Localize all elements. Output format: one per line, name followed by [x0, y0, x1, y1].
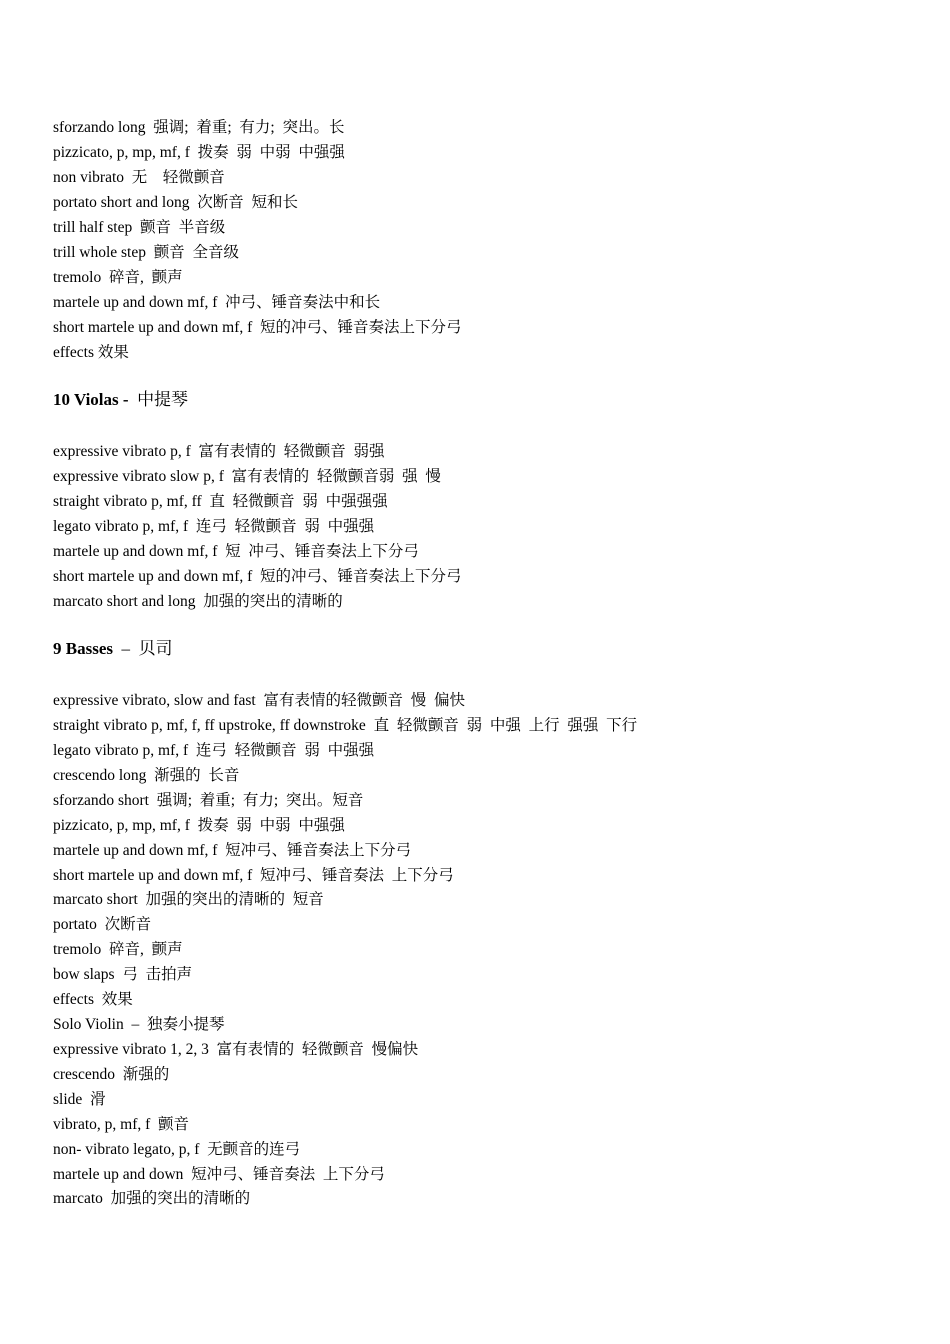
- list-item: non vibrato 无 轻微颤音: [53, 169, 225, 186]
- section-heading-chinese: – 贝司: [112, 639, 173, 658]
- list-item: marcato 加强的突出的清晰的: [53, 1190, 251, 1207]
- list-item: bow slaps 弓 击拍声: [53, 966, 193, 983]
- list-item: expressive vibrato p, f 富有表情的 轻微颤音 弱强: [53, 443, 385, 460]
- section-heading-chinese: 中提琴: [128, 390, 189, 409]
- list-item: pizzicato, p, mp, mf, f 拨奏 弱 中弱 中强强: [53, 817, 345, 834]
- list-item: legato vibrato p, mf, f 连弓 轻微颤音 弱 中强强: [53, 742, 375, 759]
- section-heading-latin: 9 Basses: [53, 639, 113, 658]
- list-item: sforzando short 强调; 着重; 有力; 突出。短音: [53, 792, 364, 809]
- list-item: Solo Violin – 独奏小提琴: [53, 1016, 225, 1033]
- list-item: portato short and long 次断音 短和长: [53, 194, 298, 211]
- list-item: martele up and down mf, f 短冲弓、锤音奏法上下分弓: [53, 842, 412, 859]
- list-item: crescendo 渐强的: [53, 1066, 170, 1083]
- list-item: portato 次断音: [53, 916, 152, 933]
- list-item: expressive vibrato slow p, f 富有表情的 轻微颤音弱 强 慢: [53, 468, 441, 485]
- list-item: expressive vibrato 1, 2, 3 富有表情的 轻微颤音 慢偏快: [53, 1041, 419, 1058]
- list-item: pizzicato, p, mp, mf, f 拨奏 弱 中弱 中强强: [53, 144, 345, 161]
- list-item: short martele up and down mf, f 短的冲弓、锤音奏法上下分弓: [53, 319, 462, 336]
- list-item: vibrato, p, mf, f 颤音: [53, 1116, 190, 1133]
- list-item: sforzando long 强调; 着重; 有力; 突出。长: [53, 119, 345, 136]
- list-item: trill half step 颤音 半音级: [53, 219, 226, 236]
- list-item: martele up and down 短冲弓、锤音奏法 上下分弓: [53, 1166, 385, 1183]
- list-item: straight vibrato p, mf, f, ff upstroke, ff downstroke 直 轻微颤音 弱 中强 上行 强强 下行: [53, 717, 638, 734]
- list-item: slide 滑: [53, 1091, 106, 1108]
- list-item: legato vibrato p, mf, f 连弓 轻微颤音 弱 中强强: [53, 518, 375, 535]
- list-item: tremolo 碎音, 颤声: [53, 269, 183, 286]
- list-item: short martele up and down mf, f 短的冲弓、锤音奏法上下分弓: [53, 568, 462, 585]
- list-item: non- vibrato legato, p, f 无颤音的连弓: [53, 1141, 301, 1158]
- list-item: martele up and down mf, f 短 冲弓、锤音奏法上下分弓: [53, 543, 419, 560]
- list-item: martele up and down mf, f 冲弓、锤音奏法中和长: [53, 294, 381, 311]
- list-item: trill whole step 颤音 全音级: [53, 244, 239, 261]
- list-item: straight vibrato p, mf, ff 直 轻微颤音 弱 中强强强: [53, 493, 388, 510]
- section-heading-latin: 10 Violas -: [53, 390, 129, 409]
- section-heading-violas: [53, 389, 188, 411]
- list-item: expressive vibrato, slow and fast 富有表情的轻微颤音 慢 偏快: [53, 692, 465, 709]
- list-item: crescendo long 渐强的 长音: [53, 767, 240, 784]
- section-heading-basses: [53, 638, 172, 660]
- list-item: effects 效果: [53, 344, 129, 361]
- list-item: effects 效果: [53, 991, 133, 1008]
- list-item: marcato short 加强的突出的清晰的 短音: [53, 891, 324, 908]
- list-item: marcato short and long 加强的突出的清晰的: [53, 593, 343, 610]
- list-item: short martele up and down mf, f 短冲弓、锤音奏法 上下分弓: [53, 867, 454, 884]
- list-item: tremolo 碎音, 颤声: [53, 941, 183, 958]
